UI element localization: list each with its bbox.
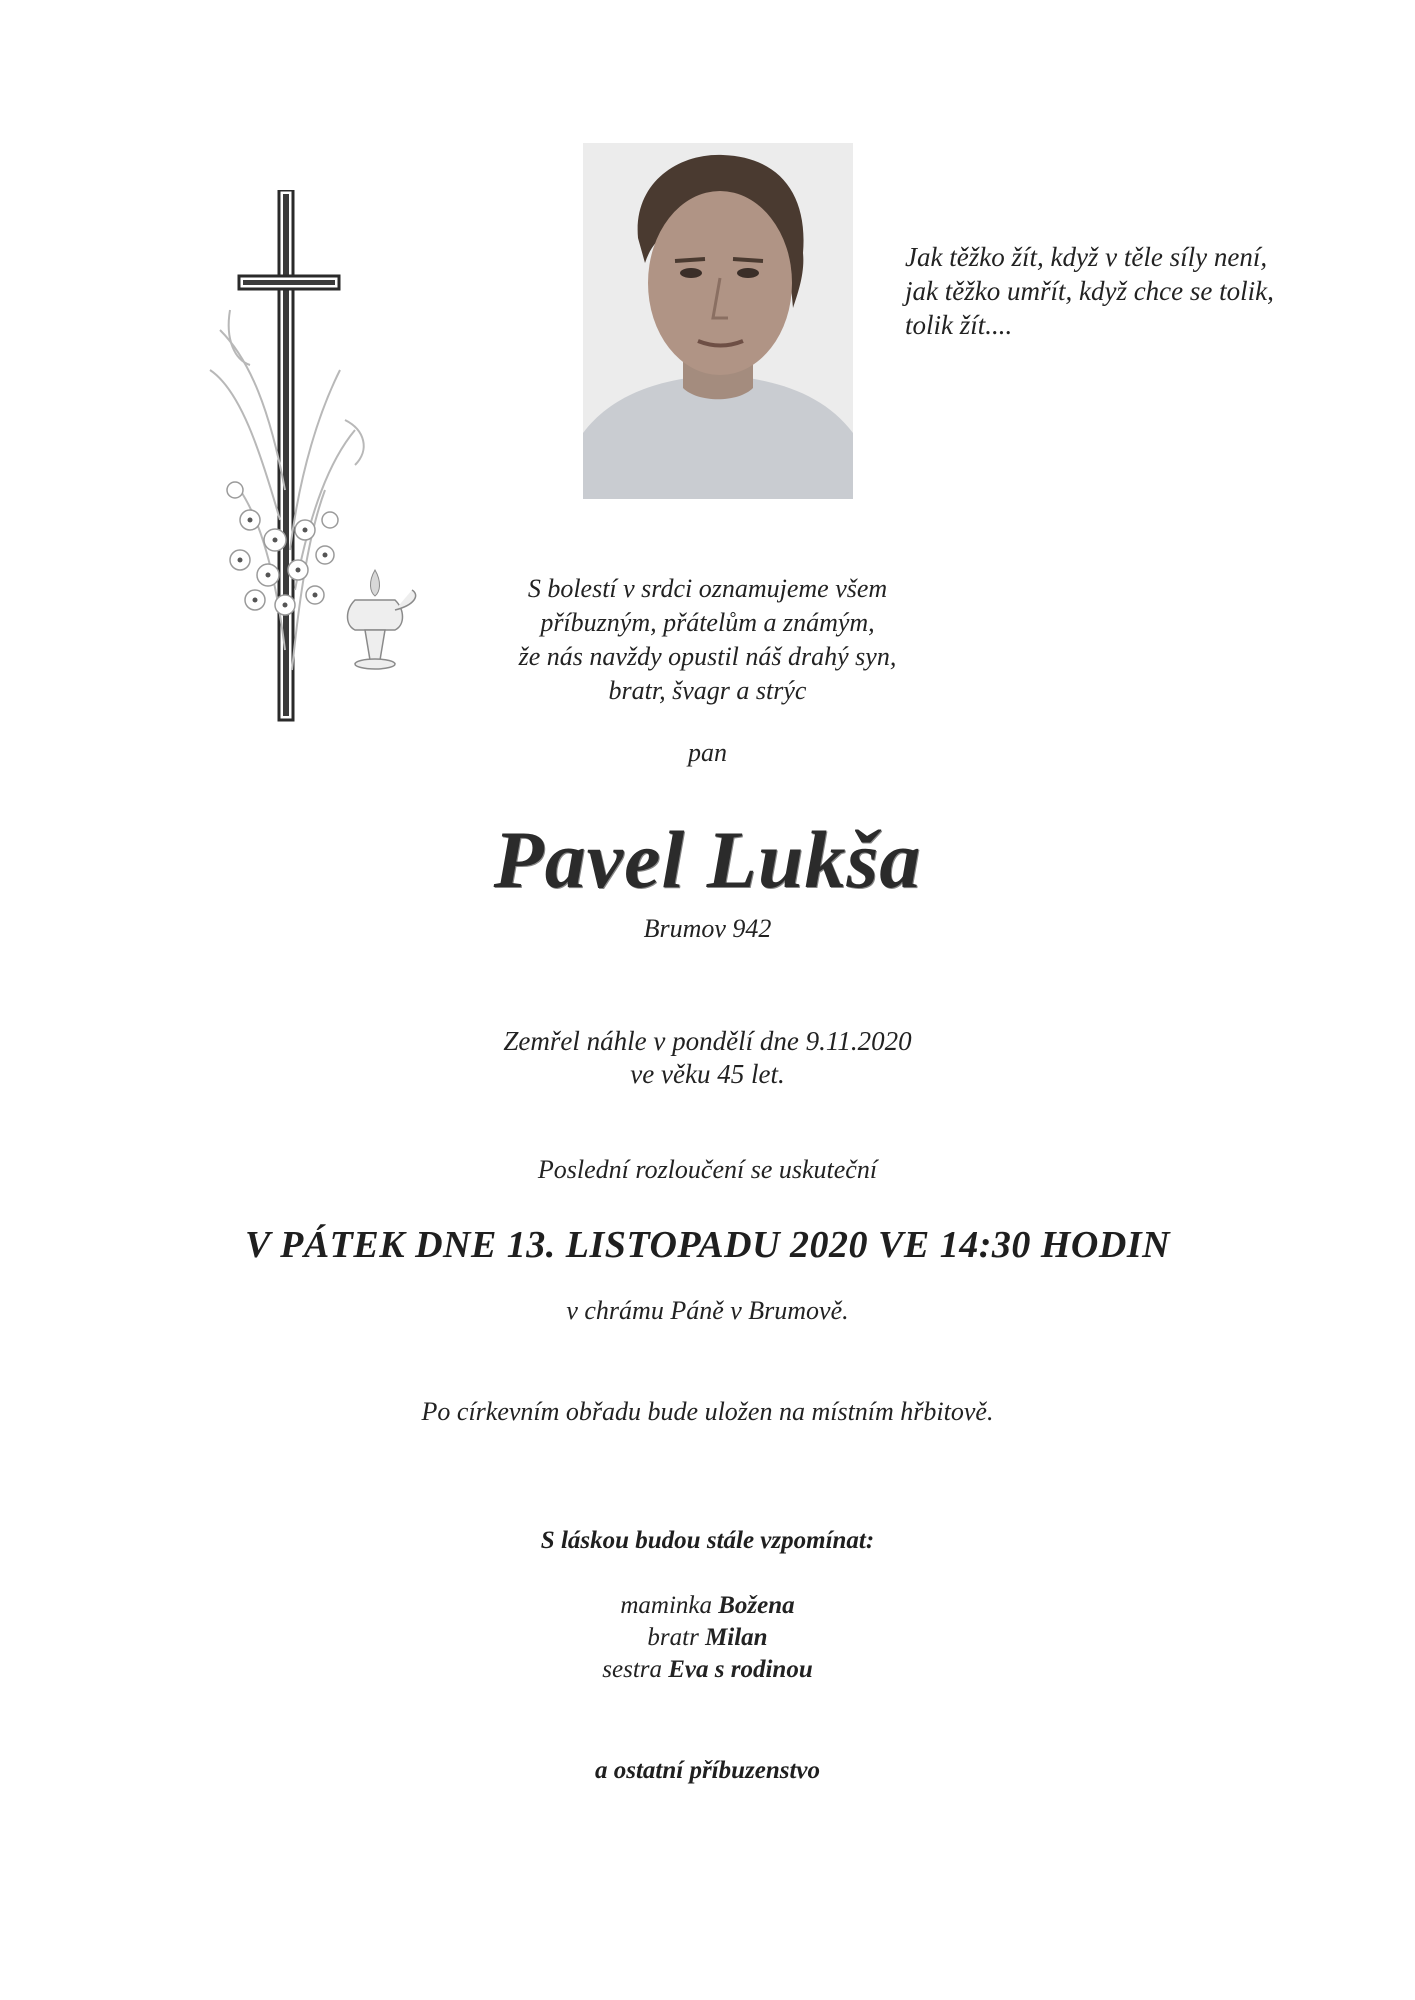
portrait-photo	[583, 143, 853, 499]
poem-line: Jak těžko žít, když v těle síly není,	[905, 242, 1268, 272]
mourner-name: Milan	[705, 1624, 768, 1651]
remembrance-heading: S láskou budou stále vzpomínat:	[540, 1527, 875, 1554]
farewell-date-time: V PÁTEK DNE 13. LISTOPADU 2020 VE 14:30 HODIN	[244, 1224, 1171, 1266]
burial-note: Po církevním obřadu bude uložen na místním hřbitově.	[421, 1397, 994, 1426]
mourners-list	[0, 1590, 1415, 1686]
announcement-line: S bolestí v srdci oznamujeme všem	[527, 574, 888, 603]
announcement-line: že nás navždy opustil náš drahý syn,	[518, 642, 897, 671]
farewell-intro: Poslední rozloučení se uskuteční	[537, 1155, 878, 1184]
mourner-relation: bratr	[647, 1624, 699, 1651]
deceased-name: Pavel Lukša	[493, 814, 922, 905]
mourner-item	[0, 1654, 1415, 1686]
death-age-line: ve věku 45 let.	[630, 1059, 785, 1089]
poem-line: jak těžko umřít, když chce se tolik,	[905, 276, 1274, 306]
address: Brumov 942	[643, 914, 772, 943]
mourner-relation: sestra	[602, 1656, 662, 1683]
mourner-item	[0, 1622, 1415, 1654]
announcement-text	[0, 572, 1415, 708]
death-notice	[0, 1025, 1415, 1091]
death-date-line: Zemřel náhle v pondělí dne 9.11.2020	[503, 1026, 912, 1056]
poem-line: tolik žít....	[905, 310, 1013, 340]
honorific: pan	[688, 738, 727, 767]
announcement-line: bratr, švagr a strýc	[608, 676, 807, 705]
other-relatives: a ostatní příbuzenstvo	[594, 1757, 821, 1784]
mourner-item	[0, 1590, 1415, 1622]
mourner-name: Eva s rodinou	[668, 1656, 813, 1683]
poem	[905, 240, 1345, 342]
mourner-relation: maminka	[620, 1592, 712, 1619]
announcement-line: příbuzným, přátelům a známým,	[540, 608, 875, 637]
mourner-name: Božena	[718, 1592, 795, 1619]
farewell-venue: v chrámu Páně v Brumově.	[566, 1296, 849, 1325]
